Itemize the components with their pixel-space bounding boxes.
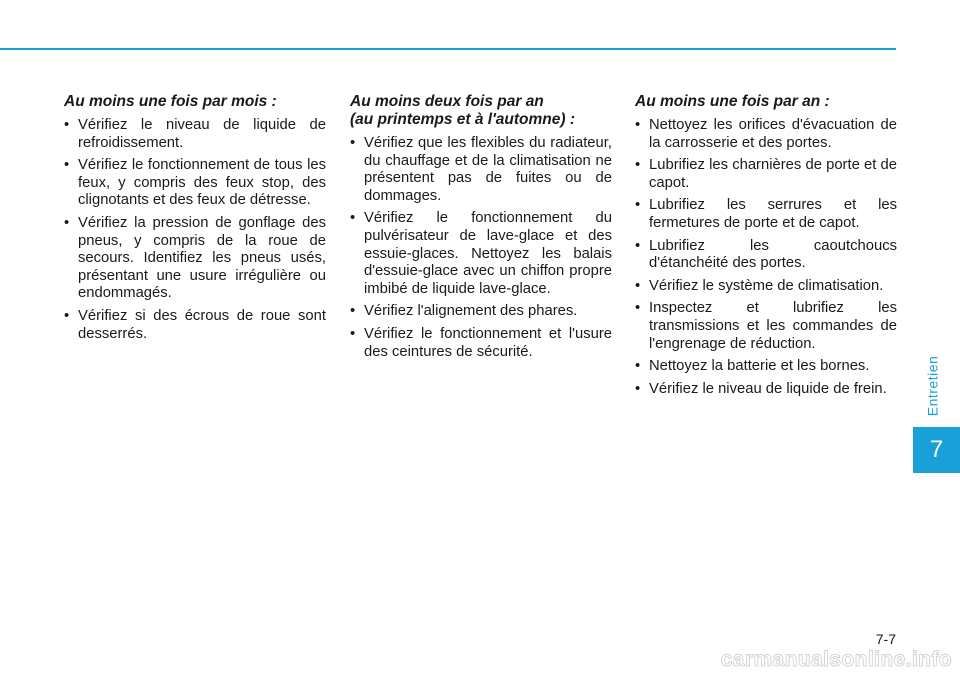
- checklist: [635, 117, 897, 398]
- list-item: • Vérifiez le fonctionnement de tous les feux, y compris des feux stop, des clignotants et des feux de détresse.: [64, 157, 326, 210]
- heading-line: Au moins une fois par an :: [635, 93, 830, 110]
- header-rule: [0, 48, 896, 50]
- column-twice-yearly: [350, 93, 612, 366]
- column-monthly: [64, 93, 326, 348]
- chapter-title: Entretien: [924, 355, 941, 417]
- chapter-side-label: [916, 350, 948, 422]
- watermark: carmanualsonline.info: [720, 648, 952, 671]
- list-item: • Vérifiez que les flexibles du radiateur, du chauffage et de la climatisation ne présentent pas de fuites ou de dommages.: [350, 135, 612, 205]
- list-item: • Nettoyez les orifices d'évacuation de la carrosserie et des portes.: [635, 117, 897, 152]
- list-item: • Nettoyez la batterie et les bornes.: [635, 358, 897, 376]
- heading-line: Au moins deux fois par an: [350, 93, 544, 110]
- section-heading: [64, 93, 326, 111]
- list-item: • Vérifiez le système de climatisation.: [635, 278, 897, 296]
- heading-line: Au moins une fois par mois :: [64, 93, 277, 110]
- list-item: • Inspectez et lubrifiez les transmissions et les commandes de l'engrenage de réduction.: [635, 300, 897, 353]
- list-item: • Lubrifiez les caoutchoucs d'étanchéité des portes.: [635, 238, 897, 273]
- section-heading: [350, 93, 612, 129]
- column-yearly: [635, 93, 897, 403]
- list-item: • Vérifiez si des écrous de roue sont desserrés.: [64, 308, 326, 343]
- list-item: • Lubrifiez les serrures et les fermetures de porte et de capot.: [635, 197, 897, 232]
- chapter-number-tab: 7: [913, 427, 960, 473]
- list-item: • Vérifiez l'alignement des phares.: [350, 303, 612, 321]
- list-item: • Vérifiez le niveau de liquide de refroidissement.: [64, 117, 326, 152]
- page-number: 7-7: [875, 631, 896, 647]
- list-item: • Vérifiez le niveau de liquide de frein.: [635, 381, 897, 399]
- list-item: • Vérifiez le fonctionnement et l'usure des ceintures de sécurité.: [350, 326, 612, 361]
- checklist: [350, 135, 612, 361]
- section-heading: [635, 93, 897, 111]
- checklist: [64, 117, 326, 343]
- list-item: • Vérifiez le fonctionnement du pulvérisateur de lave-glace et des essuie-glaces. Nettoyez les balais d'essuie-glace avec un chiffon propre imbibé de liquide lave-glace.: [350, 210, 612, 298]
- list-item: • Vérifiez la pression de gonflage des pneus, y compris de la roue de secours. Identifiez les pneus usés, présentant une usure irrégulière ou endommagés.: [64, 215, 326, 303]
- list-item: • Lubrifiez les charnières de porte et de capot.: [635, 157, 897, 192]
- heading-line: (au printemps et à l'automne) :: [350, 111, 576, 128]
